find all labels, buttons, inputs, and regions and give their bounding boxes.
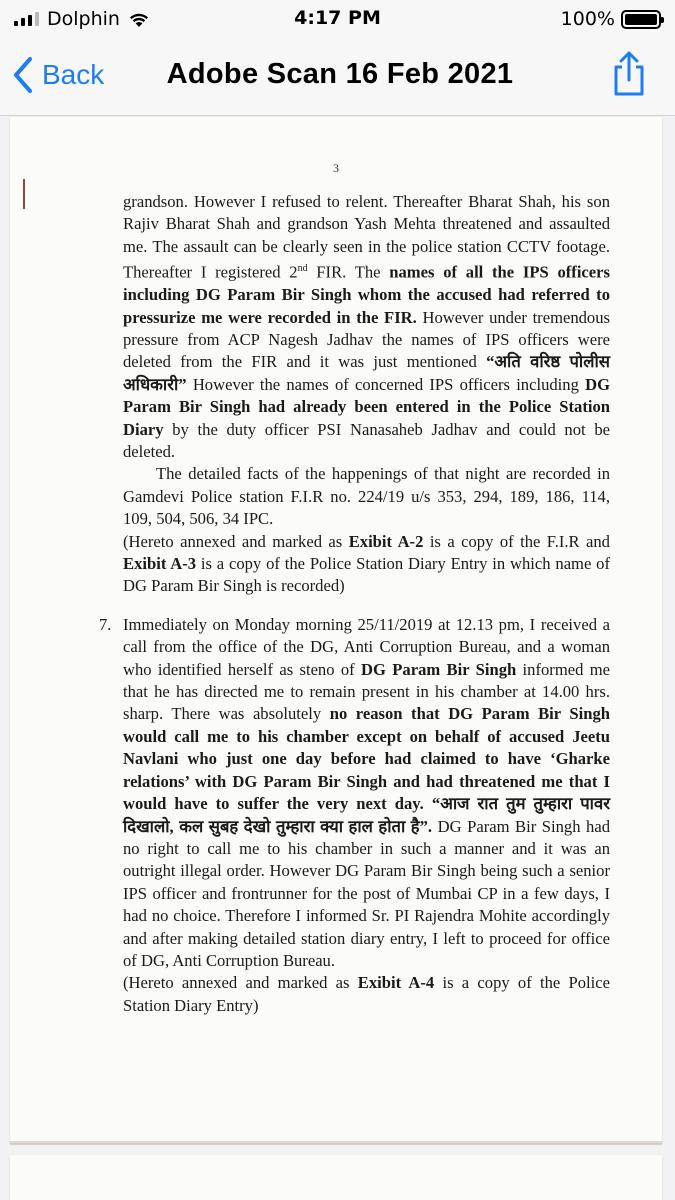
margin-mark [23,179,25,209]
clock: 4:17 PM [294,7,381,29]
list-item-7 [99,614,610,1017]
page-number: 3 [333,161,339,175]
paragraph-item-7: Immediately on Monday morning 25/11/2019 at 12.13 pm, I received a call from the office of the DG, Anti Corruption Bureau, and a woman who identified herself as steno of DG Param Bir Singh informed me that he has directed me to remain present in his chamber at 14.00 hrs. sharp. There was absolutely no reason that DG Param Bir Singh would call me to his chamber except on behalf of accused Jeetu Navlani who just one day before had claimed to have ‘Gharke relations’ with DG Param Bir Singh and had threatened me that I would have to suffer the very next day. “आज रात तुम तुम्हारा पावर दिखालो, कल सुबह देखो तुम्हारा क्या हाल होता है”. DG Param Bir Singh had no right to call me to his chamber in such a manner and it was an outright illegal order. However DG Param Bir Singh being such a senior IPS officer and frontrunner for the post of Mumbai CP in a few days, I had no choice. Therefore I informed Sr. PI Rajendra Mohite accordingly and after making detailed station diary entry, I left to proceed for office of DG, Anti Corruption Bureau. [123,614,610,970]
carrier-name: Dolphin [47,8,120,30]
navigation-bar [0,38,675,116]
back-button[interactable] [12,56,104,94]
chevron-left-icon [12,56,34,94]
share-button[interactable] [609,50,649,98]
battery-info [561,7,661,31]
share-icon [609,50,649,98]
document-title: Adobe Scan 16 Feb 2021 [166,58,514,90]
page-text [99,191,610,1017]
paragraph-annex-a4: (Hereto annexed and marked as Exibit A-4 is a copy of the Police Station Diary Entry) [123,973,610,1015]
back-label: Back [42,59,105,90]
battery-percentage: 100% [560,8,615,30]
next-page-preview [10,1155,662,1200]
scanned-page [10,117,662,1143]
paragraph-fir: grandson. However I refused to relent. Thereafter Bharat Shah, his son Rajiv Bharat Shah and grandson Yash Mehta threatened and assaulted me. The assault can be clearly seen in the police station CCTV footage. Thereafter I registered 2nd FIR. The names of all the IPS officers including DG Param Bir Singh whom the accused had referred to pressurize me were recorded in the FIR. However under tremendous pressure from ACP Nagesh Jadhav the names of IPS officers were deleted from the FIR and it was just mentioned “अति वरिष्ठ पोलीस अधिकारी” However the names of concerned IPS officers including DG Param Bir Singh had already been entered in the Police Station Diary by the duty officer PSI Nanasaheb Jadhav and could not be deleted. [123,192,610,461]
battery-icon [621,10,661,29]
page-edge [10,1141,662,1145]
paragraph-facts: The detailed facts of the happenings of that night are recorded in Gamdevi Police station F.I.R no. 224/19 u/s 353, 294, 189, 186, 114, 109, 504, 506, 34 IPC. [123,464,610,529]
list-item-number: 7. [99,614,112,634]
paragraph-annex-a2-a3: (Hereto annexed and marked as Exibit A-2 is a copy of the F.I.R and Exibit A-3 is a copy of the Police Station Diary Entry in which name of DG Param Bir Singh is recorded) [123,531,610,596]
status-bar [0,0,675,38]
document-viewer[interactable] [0,117,675,1200]
